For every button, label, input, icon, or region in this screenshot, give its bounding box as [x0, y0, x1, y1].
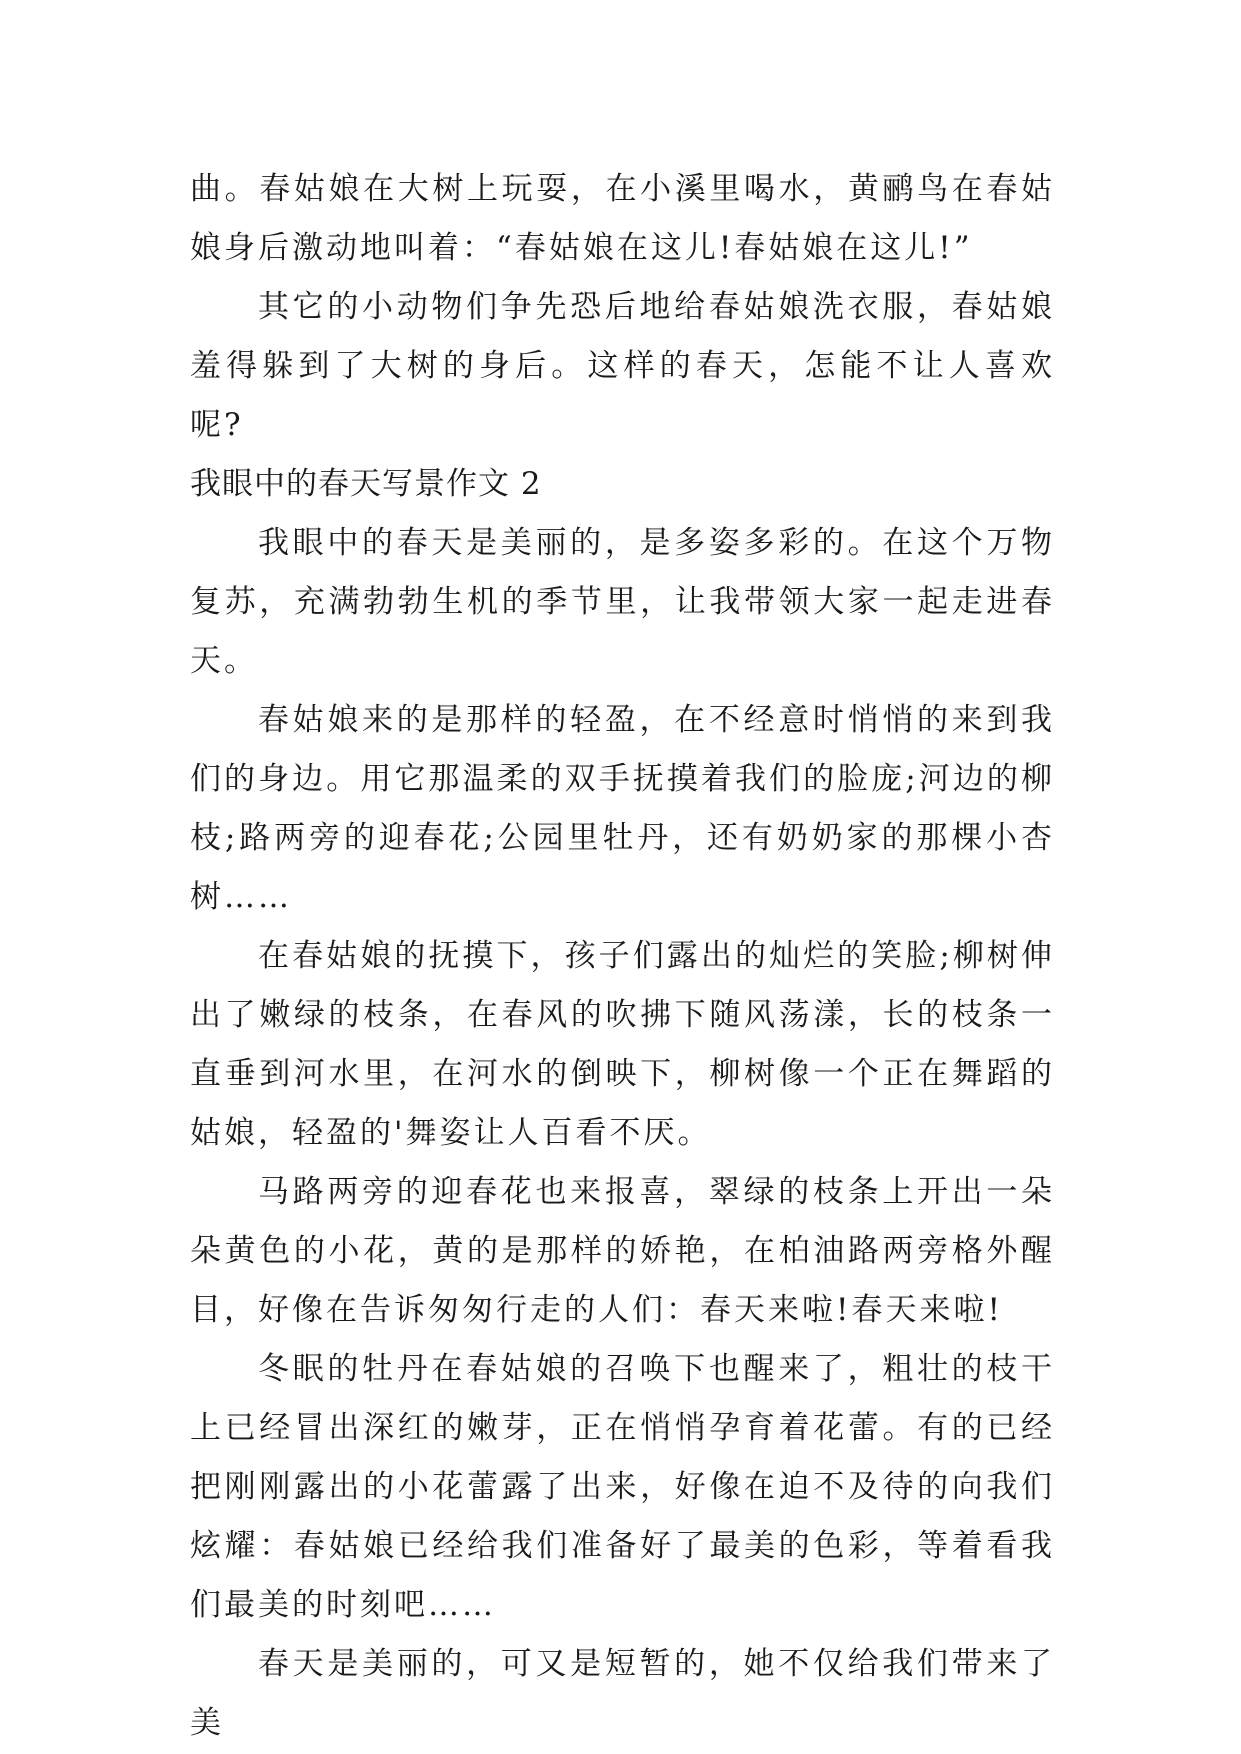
paragraph: 其它的小动物们争先恐后地给春姑娘洗衣服，春姑娘羞得躲到了大树的身后。这样的春天，怎能不让人喜欢呢? [190, 289, 1055, 443]
paragraph: 冬眠的牡丹在春姑娘的召唤下也醒来了，粗壮的枝干上已经冒出深红的嫩芽，正在悄悄孕育着花蕾。有的已经把刚刚露出的小花蕾露了出来，好像在迫不及待的向我们炫耀：春姑娘已经给我们准备好了最美的色彩，等着看我们最美的时刻吧…… [190, 1351, 1055, 1623]
paragraph: 马路两旁的迎春花也来报喜，翠绿的枝条上开出一朵朵黄色的小花，黄的是那样的娇艳，在柏油路两旁格外醒目，好像在告诉匆匆行走的人们：春天来啦!春天来啦! [190, 1174, 1055, 1328]
paragraph: 我眼中的春天是美丽的，是多姿多彩的。在这个万物复苏，充满勃勃生机的季节里，让我带领大家一起走进春天。 [190, 525, 1055, 679]
paragraph: 春天是美丽的，可又是短暂的，她不仅给我们带来了美 [190, 1646, 1055, 1741]
section-heading: 我眼中的春天写景作文 2 [190, 466, 542, 502]
paragraph: 春姑娘来的是那样的轻盈，在不经意时悄悄的来到我们的身边。用它那温柔的双手抚摸着我们的脸庞;河边的柳枝;路两旁的迎春花;公园里牡丹，还有奶奶家的那棵小杏树…… [190, 702, 1055, 915]
paragraph: 曲。春姑娘在大树上玩耍，在小溪里喝水，黄鹂鸟在春姑娘身后激动地叫着：“春姑娘在这儿!春姑娘在这儿!” [190, 171, 1055, 266]
paragraph: 在春姑娘的抚摸下，孩子们露出的灿烂的笑脸;柳树伸出了嫩绿的枝条，在春风的吹拂下随风荡漾，长的枝条一直垂到河水里，在河水的倒映下，柳树像一个正在舞蹈的姑娘，轻盈的'舞姿让人百看不厌。 [190, 938, 1055, 1151]
document-body [190, 160, 1055, 1753]
